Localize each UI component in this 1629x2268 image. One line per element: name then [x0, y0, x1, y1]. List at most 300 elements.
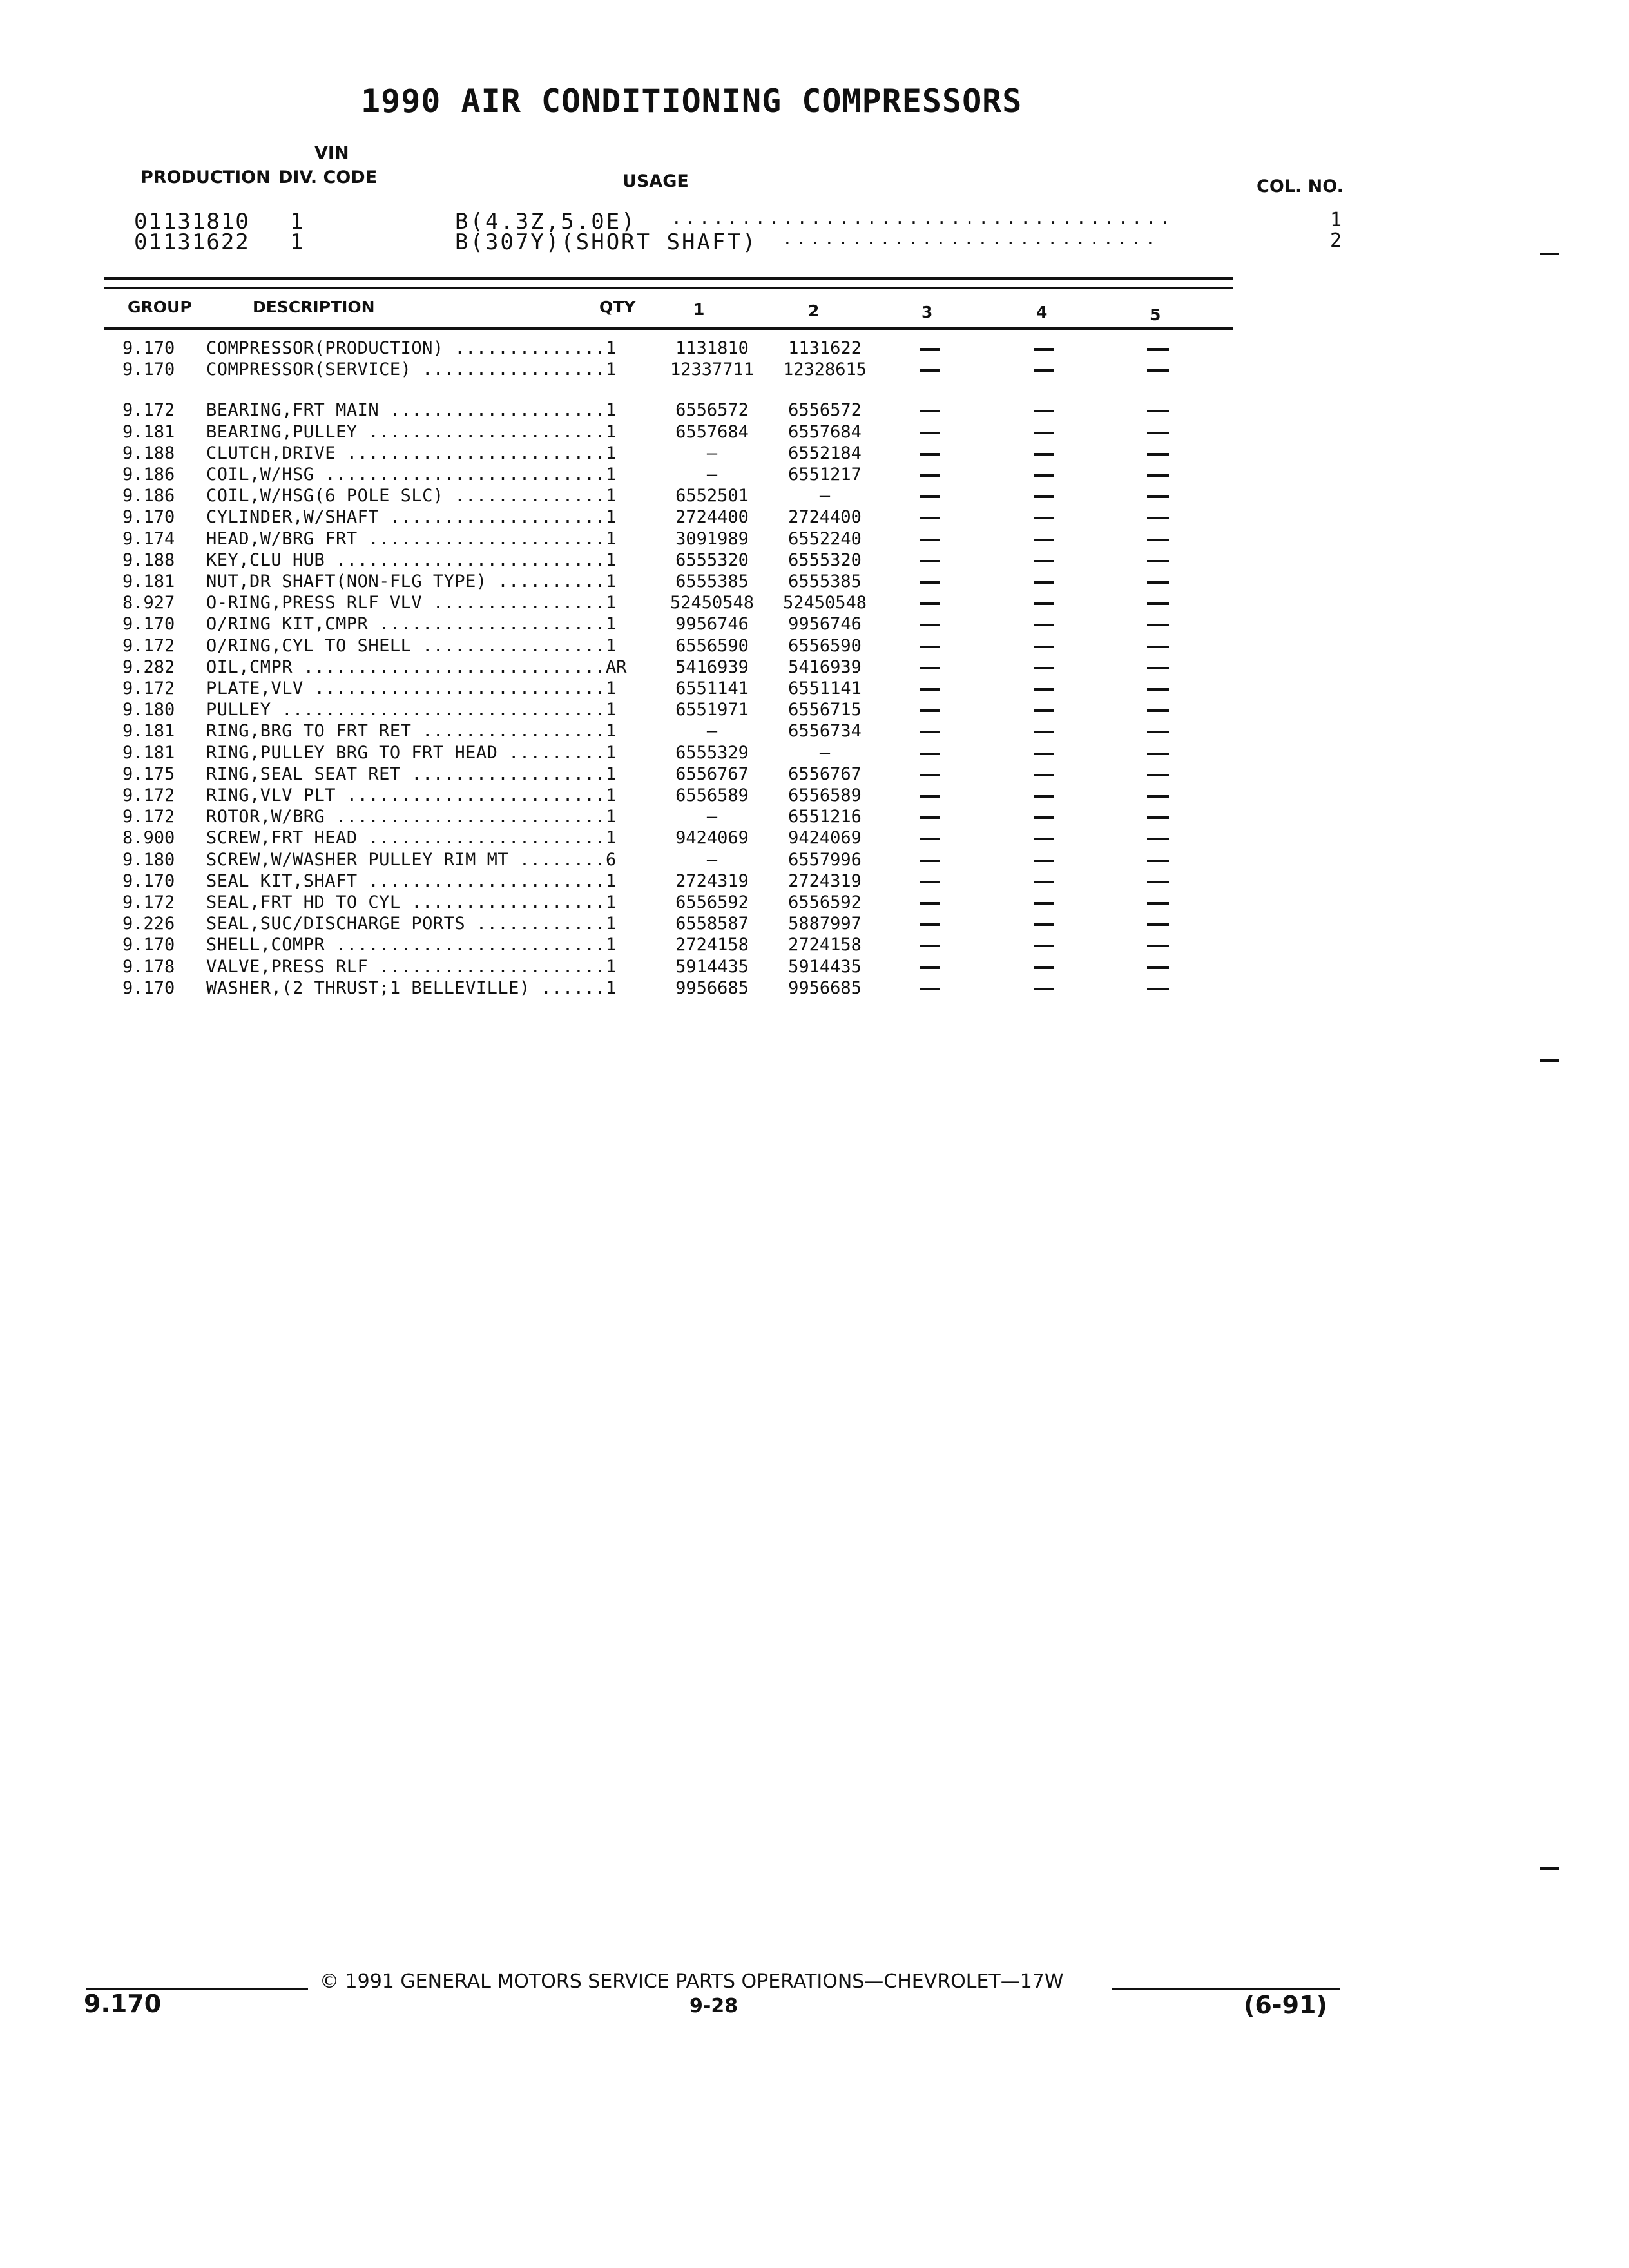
empty-col4-dash [1034, 624, 1054, 626]
part-description: NUT,DR SHAFT(NON-FLG TYPE) ..... [206, 571, 606, 592]
part-number-col2: 6556715 [788, 700, 862, 720]
part-description: PULLEY ..... [206, 699, 606, 720]
part-description: SHELL,COMPR ..... [206, 934, 606, 956]
part-qty: 1 [606, 550, 617, 570]
part-number-col1: 6556589 [675, 785, 749, 805]
empty-col3-dash [920, 688, 940, 691]
part-number-col2: 6556589 [788, 785, 862, 805]
empty-col4-dash [1034, 495, 1054, 498]
parts-row [0, 571, 1629, 592]
parts-row [0, 592, 1629, 613]
part-description: KEY,CLU HUB ..... [206, 550, 606, 571]
part-number-col1: 6551971 [675, 700, 749, 720]
parts-row [0, 421, 1629, 443]
usage-text: B(4.3Z,5.0E) [455, 209, 637, 235]
group-code: 9.180 [122, 700, 175, 720]
empty-col3-dash [920, 624, 940, 626]
part-description: O/RING KIT,CMPR ..... [206, 613, 606, 635]
empty-col4-dash [1034, 945, 1054, 947]
empty-col3-dash [920, 988, 940, 990]
empty-col5-dash [1147, 539, 1169, 541]
part-qty: 6 [606, 849, 617, 870]
empty-col5-dash [1147, 348, 1169, 351]
empty-col3-dash [920, 902, 940, 905]
group-code: 9.172 [122, 785, 175, 805]
div-code: 1 [290, 229, 304, 255]
part-description: SCREW,W/WASHER PULLEY RIM MT ..... [206, 849, 606, 870]
part-description: WASHER,(2 THRUST;1 BELLEVILLE) ..... [206, 977, 606, 999]
empty-col4-dash [1034, 753, 1054, 755]
part-number-col2: 6557684 [788, 421, 862, 442]
part-number-col2: 6556590 [788, 635, 862, 656]
group-code: 9.170 [122, 507, 175, 528]
part-number-col2: 6556572 [788, 400, 862, 421]
part-qty: 1 [606, 360, 617, 380]
part-number-col2: 6555385 [788, 572, 862, 591]
part-number-col2: 6552240 [788, 528, 862, 549]
empty-col3-dash [920, 560, 940, 562]
production-label: PRODUCTION [140, 168, 271, 187]
empty-col4-dash [1034, 667, 1054, 669]
empty-col3-dash [920, 474, 940, 477]
parts-row [0, 892, 1629, 913]
empty-col3-dash [920, 795, 940, 798]
column-number: 1 [1330, 209, 1342, 231]
empty-col5-dash [1147, 581, 1169, 584]
empty-col3-dash [920, 709, 940, 712]
part-number-col1: 6555320 [675, 550, 749, 570]
empty-col5-dash [1147, 774, 1169, 776]
part-number-col1: 6552501 [675, 486, 749, 506]
part-description: COMPRESSOR(PRODUCTION) ..... [206, 338, 606, 359]
parts-row [0, 464, 1629, 485]
col4-header: 4 [1036, 303, 1048, 322]
part-number-col2: — [819, 742, 831, 763]
production-number: 01131810 [134, 209, 250, 235]
leader-dots: .................................... [671, 209, 1174, 228]
part-qty: 1 [606, 785, 617, 805]
col1-header: 1 [693, 300, 705, 319]
part-number-col1: — [706, 443, 718, 463]
part-number-col2: 6552184 [788, 443, 862, 463]
empty-col3-dash [920, 881, 940, 883]
part-description: PLATE,VLV ..... [206, 678, 606, 699]
part-number-col1: 6551141 [675, 678, 749, 698]
part-number-col2: 5914435 [788, 956, 862, 977]
empty-col3-dash [920, 369, 940, 372]
part-number-col2: 6556734 [788, 721, 862, 742]
part-number-col2: 5887997 [788, 914, 862, 934]
empty-col4-dash [1034, 432, 1054, 434]
part-description: RING,BRG TO FRT RET ..... [206, 720, 606, 742]
parts-row [0, 742, 1629, 764]
part-number-col2: 1131622 [788, 338, 862, 358]
empty-col3-dash [920, 453, 940, 456]
part-number-col2: 6551141 [788, 678, 862, 698]
group-code: 9.172 [122, 635, 175, 656]
part-number-col2: 52450548 [782, 593, 867, 613]
part-description: SEAL KIT,SHAFT ..... [206, 870, 606, 892]
group-code: 9.170 [122, 338, 175, 358]
empty-col4-dash [1034, 774, 1054, 776]
parts-row [0, 528, 1629, 550]
part-qty: 1 [606, 443, 617, 463]
empty-col4-dash [1034, 453, 1054, 456]
part-qty: 1 [606, 421, 617, 442]
part-description: HEAD,W/BRG FRT ..... [206, 528, 606, 550]
parts-row [0, 913, 1629, 934]
empty-col4-dash [1034, 966, 1054, 969]
part-description: RING,SEAL SEAT RET ..... [206, 764, 606, 785]
header-divider [104, 277, 1233, 280]
empty-col5-dash [1147, 988, 1169, 990]
empty-col5-dash [1147, 688, 1169, 691]
group-code: 9.170 [122, 360, 175, 380]
part-number-col2: 9424069 [788, 828, 862, 849]
empty-col4-dash [1034, 795, 1054, 798]
empty-col3-dash [920, 581, 940, 584]
part-qty: 1 [606, 572, 617, 591]
empty-col5-dash [1147, 923, 1169, 926]
empty-col3-dash [920, 731, 940, 733]
part-qty: 1 [606, 486, 617, 506]
part-qty: 1 [606, 807, 617, 827]
parts-row [0, 827, 1629, 849]
part-qty: 1 [606, 764, 617, 784]
part-description: OIL,CMPR ..... [206, 657, 606, 678]
empty-col3-dash [920, 966, 940, 969]
col3-header: 3 [921, 303, 933, 322]
part-number-col1: — [706, 849, 718, 870]
part-qty: 1 [606, 914, 617, 934]
empty-col4-dash [1034, 474, 1054, 477]
empty-col4-dash [1034, 731, 1054, 733]
div-code-label: DIV. CODE [278, 168, 378, 187]
empty-col3-dash [920, 923, 940, 926]
page-number: 9-28 [689, 1995, 738, 2017]
part-qty: 1 [606, 400, 617, 421]
part-qty: 1 [606, 678, 617, 698]
group-code: 9.181 [122, 742, 175, 763]
empty-col4-dash [1034, 688, 1054, 691]
parts-row [0, 699, 1629, 720]
empty-col3-dash [920, 539, 940, 541]
group-code: 9.170 [122, 614, 175, 635]
part-number-col2: 6555320 [788, 550, 862, 570]
empty-col3-dash [920, 602, 940, 605]
part-qty: 1 [606, 465, 617, 485]
group-code: 9.174 [122, 528, 175, 549]
part-description: CLUTCH,DRIVE ..... [206, 443, 606, 464]
empty-col3-dash [920, 517, 940, 519]
part-qty: 1 [606, 956, 617, 977]
empty-col3-dash [920, 646, 940, 648]
col5-header: 5 [1150, 305, 1161, 324]
part-number-col2: 2724400 [788, 507, 862, 528]
empty-col4-dash [1034, 923, 1054, 926]
part-qty: 1 [606, 721, 617, 742]
part-number-col2: 6556767 [788, 764, 862, 784]
part-description: BEARING,FRT MAIN ..... [206, 399, 606, 421]
part-description: O/RING,CYL TO SHELL ..... [206, 635, 606, 657]
part-number-col1: 9424069 [675, 828, 749, 849]
empty-col4-dash [1034, 816, 1054, 819]
part-number-col1: 5416939 [675, 657, 749, 677]
part-qty: 1 [606, 338, 617, 358]
group-code: 9.181 [122, 721, 175, 742]
group-column-header: GROUP [128, 298, 192, 316]
parts-row [0, 359, 1629, 380]
leader-dots: ........................... [782, 229, 1159, 249]
empty-col4-dash [1034, 646, 1054, 648]
part-number-col1: 5914435 [675, 956, 749, 977]
part-number-col2: — [819, 486, 831, 506]
group-code: 8.900 [122, 828, 175, 849]
empty-col4-dash [1034, 348, 1054, 351]
empty-col3-dash [920, 348, 940, 351]
part-number-col1: 2724400 [675, 507, 749, 528]
part-qty: 1 [606, 635, 617, 656]
part-description: RING,VLV PLT ..... [206, 785, 606, 806]
group-code: 9.170 [122, 935, 175, 956]
part-number-col1: — [706, 465, 718, 485]
empty-col5-dash [1147, 709, 1169, 712]
parts-row [0, 977, 1629, 999]
group-code: 9.181 [122, 572, 175, 591]
empty-col3-dash [920, 432, 940, 434]
part-description: RING,PULLEY BRG TO FRT HEAD ..... [206, 742, 606, 764]
empty-col4-dash [1034, 602, 1054, 605]
part-description: O-RING,PRESS RLF VLV ..... [206, 592, 606, 613]
part-number-col2: 9956746 [788, 614, 862, 635]
parts-row [0, 806, 1629, 827]
margin-tick-mark [1540, 253, 1559, 255]
part-qty: 1 [606, 828, 617, 849]
part-number-col1: 2724158 [675, 935, 749, 956]
empty-col5-dash [1147, 945, 1169, 947]
part-qty: 1 [606, 892, 617, 912]
footer-rule-right [1112, 1988, 1340, 1990]
empty-col5-dash [1147, 816, 1169, 819]
parts-row [0, 720, 1629, 742]
qty-column-header: QTY [599, 298, 636, 316]
date-code: (6-91) [1244, 1991, 1327, 2019]
part-number-col2: 2724319 [788, 870, 862, 891]
group-code: 9.172 [122, 400, 175, 421]
part-qty: 1 [606, 528, 617, 549]
part-number-col1: 6556590 [675, 635, 749, 656]
group-code: 9.180 [122, 849, 175, 870]
table-header-bottom-rule [104, 327, 1233, 330]
part-description: SEAL,FRT HD TO CYL ..... [206, 892, 606, 913]
empty-col3-dash [920, 753, 940, 755]
empty-col3-dash [920, 838, 940, 840]
part-number-col1: — [706, 721, 718, 742]
parts-row [0, 934, 1629, 956]
empty-col5-dash [1147, 881, 1169, 883]
parts-row [0, 635, 1629, 657]
part-number-col1: 6556572 [675, 400, 749, 421]
parts-row [0, 506, 1629, 528]
part-qty: 1 [606, 977, 617, 998]
group-code: 9.172 [122, 678, 175, 698]
group-number: 9.170 [84, 1990, 162, 2018]
part-description: COIL,W/HSG ..... [206, 464, 606, 485]
group-code: 9.170 [122, 977, 175, 998]
column-number: 2 [1330, 229, 1342, 252]
part-number-col1: 3091989 [675, 528, 749, 549]
empty-col3-dash [920, 774, 940, 776]
page-title: 1990 AIR CONDITIONING COMPRESSORS [361, 82, 1023, 120]
empty-col5-dash [1147, 369, 1169, 372]
production-number: 01131622 [134, 229, 250, 255]
empty-col3-dash [920, 945, 940, 947]
group-code: 9.188 [122, 550, 175, 570]
part-number-col1: 6557684 [675, 421, 749, 442]
empty-col5-dash [1147, 560, 1169, 562]
part-qty: AR [606, 657, 627, 677]
table-header-top-rule [104, 287, 1233, 289]
empty-col4-dash [1034, 881, 1054, 883]
empty-col3-dash [920, 816, 940, 819]
part-number-col1: 9956685 [675, 977, 749, 998]
part-number-col1: 6555385 [675, 572, 749, 591]
div-code: 1 [290, 209, 304, 235]
parts-row [0, 870, 1629, 892]
part-number-col1: 6556767 [675, 764, 749, 784]
group-code: 9.188 [122, 443, 175, 463]
group-code: 8.927 [122, 593, 175, 613]
empty-col5-dash [1147, 624, 1169, 626]
empty-col4-dash [1034, 369, 1054, 372]
empty-col5-dash [1147, 432, 1169, 434]
parts-row [0, 764, 1629, 785]
group-code: 9.175 [122, 764, 175, 784]
col-no-label: COL. NO. [1257, 177, 1344, 197]
parts-row [0, 338, 1629, 359]
empty-col4-dash [1034, 902, 1054, 905]
part-number-col2: 2724158 [788, 935, 862, 956]
empty-col3-dash [920, 495, 940, 498]
group-code: 9.170 [122, 870, 175, 891]
part-number-col1: 1131810 [675, 338, 749, 358]
empty-col5-dash [1147, 902, 1169, 905]
part-description: COIL,W/HSG(6 POLE SLC) ..... [206, 485, 606, 506]
empty-col4-dash [1034, 560, 1054, 562]
empty-col4-dash [1034, 709, 1054, 712]
part-description: SEAL,SUC/DISCHARGE PORTS ..... [206, 913, 606, 934]
parts-row [0, 785, 1629, 806]
parts-row [0, 613, 1629, 635]
empty-col4-dash [1034, 410, 1054, 412]
margin-tick-mark [1540, 1059, 1559, 1062]
part-number-col2: 12328615 [782, 360, 867, 380]
empty-col5-dash [1147, 646, 1169, 648]
part-description: SCREW,FRT HEAD ..... [206, 827, 606, 849]
part-qty: 1 [606, 593, 617, 613]
part-number-col1: 6556592 [675, 892, 749, 912]
empty-col5-dash [1147, 453, 1169, 456]
usage-text: B(307Y)(SHORT SHAFT) [455, 229, 758, 255]
part-qty: 1 [606, 614, 617, 635]
part-number-col1: 6558587 [675, 914, 749, 934]
group-code: 9.181 [122, 421, 175, 442]
group-code: 9.172 [122, 807, 175, 827]
part-number-col2: 6551217 [788, 465, 862, 485]
group-code: 9.172 [122, 892, 175, 912]
parts-row [0, 550, 1629, 571]
empty-col5-dash [1147, 860, 1169, 862]
empty-col5-dash [1147, 495, 1169, 498]
part-description: BEARING,PULLEY ..... [206, 421, 606, 443]
empty-col5-dash [1147, 838, 1169, 840]
parts-row [0, 657, 1629, 678]
empty-col5-dash [1147, 795, 1169, 798]
empty-col3-dash [920, 860, 940, 862]
part-description: CYLINDER,W/SHAFT ..... [206, 506, 606, 528]
part-qty: 1 [606, 742, 617, 763]
description-column-header: DESCRIPTION [253, 298, 375, 316]
parts-row [0, 956, 1629, 977]
empty-col4-dash [1034, 838, 1054, 840]
empty-col5-dash [1147, 731, 1169, 733]
part-number-col1: 6555329 [675, 742, 749, 763]
part-number-col2: 6551216 [788, 807, 862, 827]
part-number-col2: 6556592 [788, 892, 862, 912]
margin-tick-mark [1540, 1867, 1559, 1870]
part-qty: 1 [606, 507, 617, 528]
vin-label: VIN [314, 143, 349, 163]
part-number-col2: 9956685 [788, 977, 862, 998]
empty-col3-dash [920, 410, 940, 412]
empty-col4-dash [1034, 988, 1054, 990]
empty-col4-dash [1034, 860, 1054, 862]
parts-row [0, 485, 1629, 506]
part-number-col1: 52450548 [670, 593, 755, 613]
empty-col4-dash [1034, 517, 1054, 519]
part-number-col1: — [706, 807, 718, 827]
empty-col5-dash [1147, 517, 1169, 519]
group-code: 9.186 [122, 486, 175, 506]
group-code: 9.186 [122, 465, 175, 485]
parts-row [0, 443, 1629, 464]
copyright-line: © 1991 GENERAL MOTORS SERVICE PARTS OPERATIONS—CHEVROLET—17W [320, 1970, 1064, 1993]
part-number-col2: 6557996 [788, 849, 862, 870]
empty-col4-dash [1034, 581, 1054, 584]
part-number-col1: 9956746 [675, 614, 749, 635]
empty-col5-dash [1147, 602, 1169, 605]
group-code: 9.178 [122, 956, 175, 977]
part-qty: 1 [606, 700, 617, 720]
empty-col5-dash [1147, 966, 1169, 969]
parts-row [0, 399, 1629, 421]
empty-col3-dash [920, 667, 940, 669]
group-code: 9.282 [122, 657, 175, 677]
parts-row [0, 849, 1629, 870]
empty-col4-dash [1034, 539, 1054, 541]
part-number-col1: 12337711 [670, 360, 755, 380]
group-code: 9.226 [122, 914, 175, 934]
empty-col5-dash [1147, 410, 1169, 412]
parts-row [0, 678, 1629, 699]
usage-label: USAGE [622, 171, 689, 191]
part-qty: 1 [606, 870, 617, 891]
part-description: VALVE,PRESS RLF ..... [206, 956, 606, 977]
part-number-col2: 5416939 [788, 657, 862, 677]
part-description: COMPRESSOR(SERVICE) ..... [206, 359, 606, 380]
empty-col5-dash [1147, 667, 1169, 669]
part-qty: 1 [606, 935, 617, 956]
